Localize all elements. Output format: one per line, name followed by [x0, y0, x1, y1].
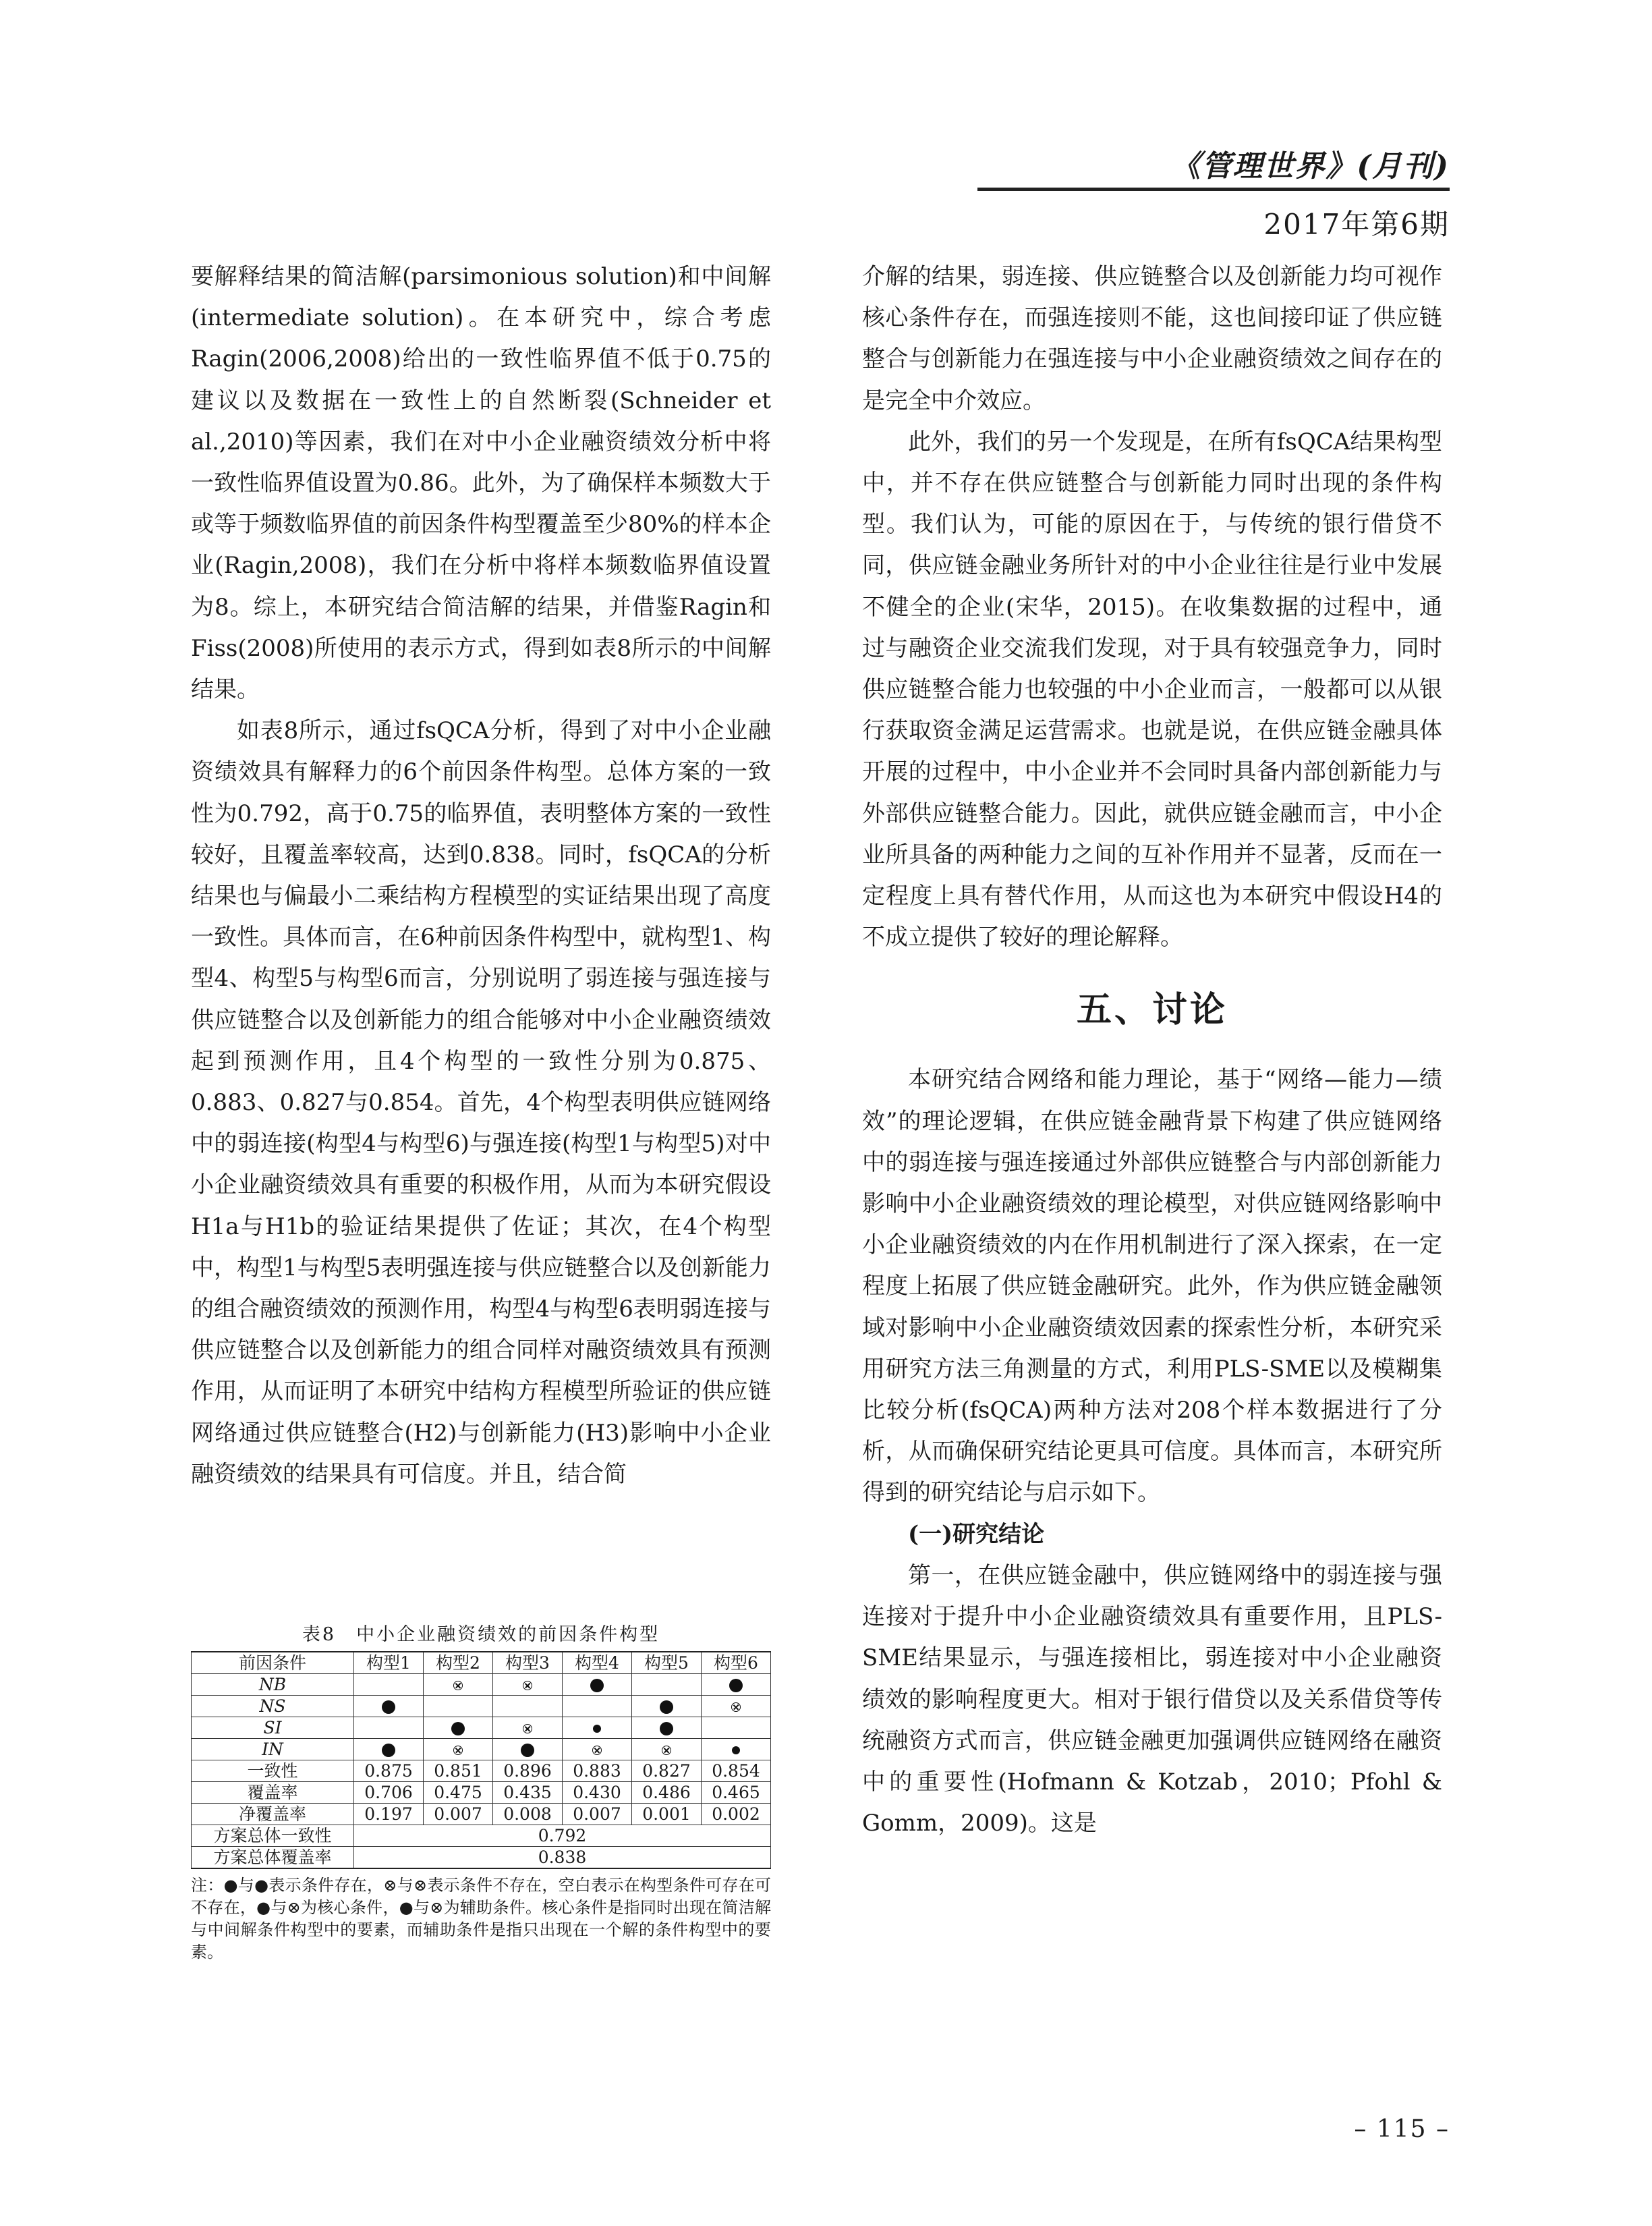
condition-cell	[493, 1674, 563, 1696]
metric-value: 0.001	[632, 1804, 702, 1825]
config-header: 构型3	[493, 1652, 563, 1674]
absent-peripheral-icon	[523, 1724, 532, 1733]
right-paragraph-4: 第一，在供应链金融中，供应链网络中的弱连接与强连接对于提升中小企业融资绩效具有重要作用，且PLS-SME结果显示，与强连接相比，弱连接对中小企业融资绩效的影响程度更大。相对于银行借贷以及关系借贷等传统融资方式而言，供应链金融更加强调供应链网络在融资中的重要性(Hofmann & Kotzab，2010；Pfohl & Gomm，2009)。这是	[862, 1561, 1442, 1837]
absent-peripheral-icon	[592, 1746, 602, 1755]
overall-coverage-row	[192, 1847, 771, 1869]
present-peripheral-icon	[732, 1746, 740, 1754]
metric-value: 0.007	[424, 1804, 493, 1825]
metric-value: 0.197	[354, 1804, 424, 1825]
present-core-icon	[521, 1744, 534, 1757]
condition-cell	[702, 1696, 771, 1717]
header-label: 前因条件	[192, 1652, 354, 1674]
right-paragraph-3: 本研究结合网络和能力理论，基于“网络—能力—绩效”的理论逻辑，在供应链金融背景下构建了供应链网络中的弱连接与强连接通过外部供应链整合与内部创新能力影响中小企业融资绩效的理论模型，对供应链网络影响中小企业融资绩效的内在作用机制进行了深入探索，在一定程度上拓展了供应链金融研究。此外，作为供应链金融领域对影响中小企业融资绩效因素的探索性分析，本研究采用研究方法三角测量的方式，利用PLS-SME以及模糊集比较分析(fsQCA)两种方法对208个样本数据进行了分析，从而确保研究结论更具可信度。具体而言，本研究所得到的研究结论与启示如下。	[862, 1066, 1442, 1507]
condition-label: SI	[192, 1717, 354, 1739]
left-paragraph-1: 要解释结果的简洁解(parsimonious solution)和中间解(intermediate solution)。在本研究中，综合考虑Ragin(2006,2008)给出的一致性临界值不低于0.75的建议以及数据在一致性上的自然断裂(Schneider et al.,2010)等因素，我们在对中小企业融资绩效分析中将一致性临界值设置为0.86。此外，为了确保样本频数大于或等于频数临界值的前因条件构型覆盖至少80%的样本企业(Ragin,2008)，我们在分析中将样本频数临界值设置为8。综上，本研究结合简洁解的结果，并借鉴Ragin和Fiss(2008)所使用的表示方式，得到如表8所示的中间解结果。	[191, 263, 771, 704]
overall-coverage-value: 0.838	[354, 1847, 771, 1869]
condition-cell	[424, 1739, 493, 1760]
condition-cell	[424, 1717, 493, 1739]
subsection-title: (一)研究结论	[908, 1520, 1045, 1548]
absent-peripheral-icon	[662, 1746, 671, 1755]
condition-cell	[702, 1717, 771, 1739]
condition-cell	[632, 1717, 702, 1739]
metric-value: 0.896	[493, 1760, 563, 1782]
issue-label: 2017年第6期	[1263, 208, 1450, 241]
config-header: 构型5	[632, 1652, 702, 1674]
condition-cell	[702, 1739, 771, 1760]
metric-value: 0.008	[493, 1804, 563, 1825]
condition-cell	[354, 1717, 424, 1739]
metric-row	[192, 1760, 771, 1782]
header-rule	[977, 188, 1450, 191]
left-column	[191, 256, 771, 1495]
metric-value: 0.875	[354, 1760, 424, 1782]
condition-row	[192, 1696, 771, 1717]
absent-peripheral-icon	[453, 1746, 463, 1755]
metric-value: 0.486	[632, 1782, 702, 1804]
journal-title: 《管理世界》(月刊)	[1170, 149, 1450, 184]
condition-cell	[702, 1674, 771, 1696]
metric-value: 0.851	[424, 1760, 493, 1782]
metric-label: 净覆盖率	[192, 1804, 354, 1825]
metric-value: 0.827	[632, 1760, 702, 1782]
condition-cell	[354, 1674, 424, 1696]
overall-consistency-row	[192, 1825, 771, 1847]
table-note: 注：●与●表示条件存在，⊗与⊗表示条件不存在，空白表示在构型条件可存在可不存在，●与⊗为核心条件，●与⊗为辅助条件。核心条件是指同时出现在简洁解与中间解条件构型中的要素，而辅助条件是指只出现在一个解的条件构型中的要素。	[191, 1876, 771, 1961]
metric-row	[192, 1782, 771, 1804]
config-header: 构型4	[563, 1652, 632, 1674]
condition-cell	[632, 1674, 702, 1696]
absent-peripheral-icon	[453, 1681, 463, 1690]
condition-cell	[563, 1717, 632, 1739]
right-paragraph-2: 此外，我们的另一个发现是，在所有fsQCA结果构型中，并不存在供应链整合与创新能力同时出现的条件构型。我们认为，可能的原因在于，与传统的银行借贷不同，供应链金融业务所针对的中小企业往往是行业中发展不健全的企业(宋华，2015)。在收集数据的过程中，通过与融资企业交流我们发现，对于具有较强竞争力，同时供应链整合能力也较强的中小企业而言，一般都可以从银行获取资金满足运营需求。也就是说，在供应链金融具体开展的过程中，中小企业并不会同时具备内部创新能力与外部供应链整合能力。因此，就供应链金融而言，中小企业所具备的两种能力之间的互补作用并不显著，反而在一定程度上具有替代作用，从而这也为本研究中假设H4的不成立提供了较好的理论解释。	[862, 428, 1442, 951]
condition-cell	[354, 1696, 424, 1717]
present-core-icon	[729, 1679, 743, 1692]
overall-consistency-value: 0.792	[354, 1825, 771, 1847]
metric-row	[192, 1804, 771, 1825]
metric-value: 0.706	[354, 1782, 424, 1804]
overall-consistency-label: 方案总体一致性	[192, 1825, 354, 1847]
condition-rows	[192, 1674, 771, 1760]
table-caption: 表8 中小企业融资绩效的前因条件构型	[302, 1624, 660, 1645]
condition-cell	[424, 1674, 493, 1696]
condition-label: NB	[192, 1674, 354, 1696]
configuration-table	[191, 1651, 771, 1869]
condition-label: NS	[192, 1696, 354, 1717]
metric-value: 0.465	[702, 1782, 771, 1804]
condition-cell	[563, 1674, 632, 1696]
condition-cell	[493, 1739, 563, 1760]
metric-value: 0.002	[702, 1804, 771, 1825]
metric-value: 0.430	[563, 1782, 632, 1804]
condition-cell	[563, 1696, 632, 1717]
condition-cell	[493, 1696, 563, 1717]
condition-row	[192, 1717, 771, 1739]
present-core-icon	[382, 1700, 395, 1714]
condition-cell	[493, 1717, 563, 1739]
config-header: 构型2	[424, 1652, 493, 1674]
metric-rows	[192, 1760, 771, 1825]
config-header: 构型1	[354, 1652, 424, 1674]
page-number: – 115 –	[1354, 2115, 1450, 2143]
metric-value: 0.007	[563, 1804, 632, 1825]
config-header: 构型6	[702, 1652, 771, 1674]
present-core-icon	[660, 1700, 673, 1714]
absent-peripheral-icon	[731, 1702, 741, 1712]
left-paragraph-2: 如表8所示，通过fsQCA分析，得到了对中小企业融资绩效具有解释力的6个前因条件构型。总体方案的一致性为0.792，高于0.75的临界值，表明整体方案的一致性较好，且覆盖率较高，达到0.838。同时，fsQCA的分析结果也与偏最小二乘结构方程模型的实证结果出现了高度一致性。具体而言，在6种前因条件构型中，就构型1、构型4、构型5与构型6而言，分别说明了弱连接与强连接与供应链整合以及创新能力的组合能够对中小企业融资绩效起到预测作用，且4个构型的一致性分别为0.875、0.883、0.827与0.854。首先，4个构型表明供应链网络中的弱连接(构型4与构型6)与强连接(构型1与构型5)对中小企业融资绩效具有重要的积极作用，从而为本研究假设H1a与H1b的验证结果提供了佐证；其次，在4个构型中，构型1与构型5表明强连接与供应链整合以及创新能力的组合融资绩效的预测作用，构型4与构型6表明弱连接与供应链整合以及创新能力的组合同样对融资绩效具有预测作用，从而证明了本研究中结构方程模型所验证的供应链网络通过供应链整合(H2)与创新能力(H3)影响中小企业融资绩效的结果具有可信度。并且，结合简	[191, 717, 771, 1488]
metric-label: 一致性	[192, 1760, 354, 1782]
absent-peripheral-icon	[523, 1681, 532, 1690]
section-title: 五、讨论	[1076, 989, 1228, 1031]
condition-row	[192, 1674, 771, 1696]
table-header-row	[192, 1652, 771, 1674]
overall-coverage-label: 方案总体覆盖率	[192, 1847, 354, 1869]
condition-cell	[632, 1739, 702, 1760]
metric-label: 覆盖率	[192, 1782, 354, 1804]
condition-row	[192, 1739, 771, 1760]
condition-cell	[354, 1739, 424, 1760]
condition-label: IN	[192, 1739, 354, 1760]
right-paragraph-1: 介解的结果，弱连接、供应链整合以及创新能力均可视作核心条件存在，而强连接则不能，这也间接印证了供应链整合与创新能力在强连接与中小企业融资绩效之间存在的是完全中介效应。	[862, 263, 1442, 414]
right-column	[862, 256, 1442, 1844]
present-core-icon	[451, 1722, 465, 1735]
metric-value: 0.883	[563, 1760, 632, 1782]
present-core-icon	[382, 1744, 395, 1757]
metric-value: 0.475	[424, 1782, 493, 1804]
table-8	[191, 1623, 771, 1964]
condition-cell	[563, 1739, 632, 1760]
present-peripheral-icon	[593, 1725, 601, 1733]
metric-value: 0.854	[702, 1760, 771, 1782]
present-core-icon	[590, 1679, 604, 1692]
condition-cell	[632, 1696, 702, 1717]
metric-value: 0.435	[493, 1782, 563, 1804]
present-core-icon	[660, 1722, 673, 1735]
condition-cell	[424, 1696, 493, 1717]
